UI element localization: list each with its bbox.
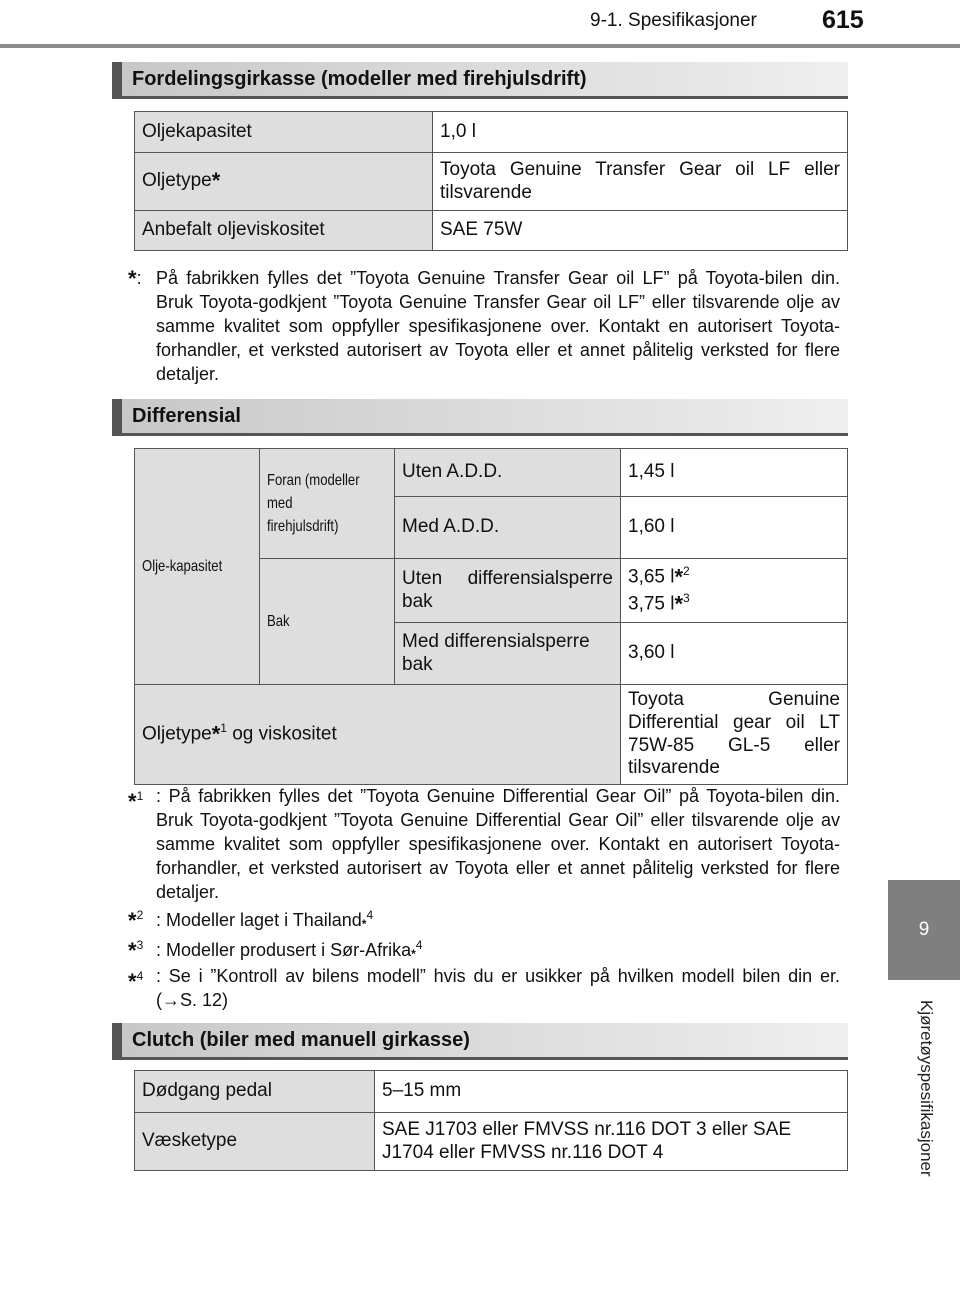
- row-value: 1,45 l: [621, 449, 848, 497]
- oil-type-label: Oljetype$^{*1}$ og viskositet: [135, 685, 621, 785]
- transfer-spec-table: [134, 111, 848, 251]
- row-value: 3,60 l: [621, 623, 848, 685]
- row-label: Dødgang pedal: [135, 1071, 375, 1113]
- heading-text: Fordelingsgirkasse (modeller med firehjulsdrift): [132, 67, 587, 90]
- row-value: 3,65 $l^{*2}$ 3,75 $l^{*3}$: [621, 559, 848, 623]
- header-section-title: 9-1. Spesifikasjoner: [590, 10, 757, 31]
- footnote-text: : Modeller produsert i Sør-Afrika: [156, 940, 412, 960]
- table-row: [135, 211, 848, 251]
- section-heading-transfer: [112, 62, 848, 99]
- footnote-marker: *$^4$: [128, 969, 144, 994]
- footnote-marker: *$^1$: [128, 789, 144, 814]
- row-label: Anbefalt oljeviskositet: [135, 211, 433, 251]
- chapter-tab-label: Kjøretøyspesifikasjoner: [917, 1000, 936, 1177]
- heading-bar: [112, 62, 122, 96]
- section-heading-differential: [112, 399, 848, 436]
- row-value: SAE J1703 eller FMVSS nr.116 DOT 3 eller SAE J1704 eller FMVSS nr.116 DOT 4: [375, 1113, 848, 1171]
- row-value: SAE 75W: [433, 211, 848, 251]
- footnote-text: : Se i ”Kontroll av bilens modell” hvis du er usikker på hvilken modell bilen din er. (→S. 12): [156, 966, 840, 1010]
- differential-footnote-2: *$^2$ : Modeller laget i Thailand$^{*4}$: [156, 903, 840, 936]
- table-row: [135, 112, 848, 153]
- chapter-number: 9: [918, 919, 930, 940]
- footnote-text: : Modeller laget i Thailand: [156, 910, 362, 930]
- table-row: [135, 1071, 848, 1113]
- capacity-label-cell: Olje-kapasitet: [135, 449, 260, 685]
- chapter-tab: [888, 880, 960, 980]
- transfer-footnote: [128, 266, 840, 386]
- row-label: Oljetype*: [135, 153, 433, 211]
- differential-footnote-3: *$^3$ : Modeller produsert i Sør-Afrika$^{*4}$: [156, 933, 840, 966]
- differential-spec-table: [134, 448, 848, 785]
- header-divider: [0, 44, 960, 48]
- row-label: Uten differensialsperre bak: [395, 559, 621, 623]
- table-row: [135, 153, 848, 211]
- differential-footnote-1: [128, 784, 840, 904]
- footnote-marker: *:: [128, 266, 142, 291]
- row-label: Uten A.D.D.: [395, 449, 621, 497]
- row-label: Med A.D.D.: [395, 497, 621, 559]
- heading-bar: [112, 1023, 122, 1057]
- rear-label-cell: Bak: [260, 559, 395, 685]
- footnote-marker: *$^2$: [128, 908, 144, 933]
- row-value: Toyota Genuine Transfer Gear oil LF eller tilsvarende: [433, 153, 848, 211]
- row-label: Med differensialsperre bak: [395, 623, 621, 685]
- row-label: Væsketype: [135, 1113, 375, 1171]
- differential-footnote-4: [128, 964, 840, 1012]
- front-label-cell: Foran (modeller med firehjulsdrift): [260, 449, 395, 559]
- row-value: 1,0 l: [433, 112, 848, 153]
- heading-text: Differensial: [132, 404, 241, 427]
- table-row: [135, 685, 848, 785]
- clutch-spec-table: [134, 1070, 848, 1171]
- footnote-text: På fabrikken fylles det ”Toyota Genuine Transfer Gear oil LF” på Toyota-bilen din. Bruk Toyota-godkjent ”Toyota Genuine Transfer Gear oil LF” eller tilsvarende olje av samme kvalitet som oppfyller spesifikasjonene over. Kontakt en autorisert Toyota-forhandler, et verksted autorisert av Toyota eller et annet pålitelig verksted for flere detaljer.: [156, 268, 840, 384]
- page-number: 615: [822, 6, 864, 34]
- row-value: 5–15 mm: [375, 1071, 848, 1113]
- row-value: 1,60 l: [621, 497, 848, 559]
- heading-text: Clutch (biler med manuell girkasse): [132, 1028, 470, 1051]
- heading-bar: [112, 399, 122, 433]
- footnote-marker: *$^3$: [128, 938, 144, 963]
- footnote-text: : På fabrikken fylles det ”Toyota Genuine Differential Gear Oil” på Toyota-bilen din. Bruk Toyota-godkjent ”Toyota Genuine Differential Gear Oil” eller tilsvarende olje av samme kvalitet som oppfyller spesifikasjonene over. Kontakt en autorisert Toyota-forhandler, et verksted autorisert av Toyota eller et annet pålitelig verksted for flere detaljer.: [156, 786, 840, 902]
- table-row: [135, 1113, 848, 1171]
- row-label: Oljekapasitet: [135, 112, 433, 153]
- oil-type-value: Toyota Genuine Differential gear oil LT 75W-85 GL-5 eller tilsvarende: [621, 685, 848, 785]
- table-row: [135, 449, 848, 497]
- section-heading-clutch: [112, 1023, 848, 1060]
